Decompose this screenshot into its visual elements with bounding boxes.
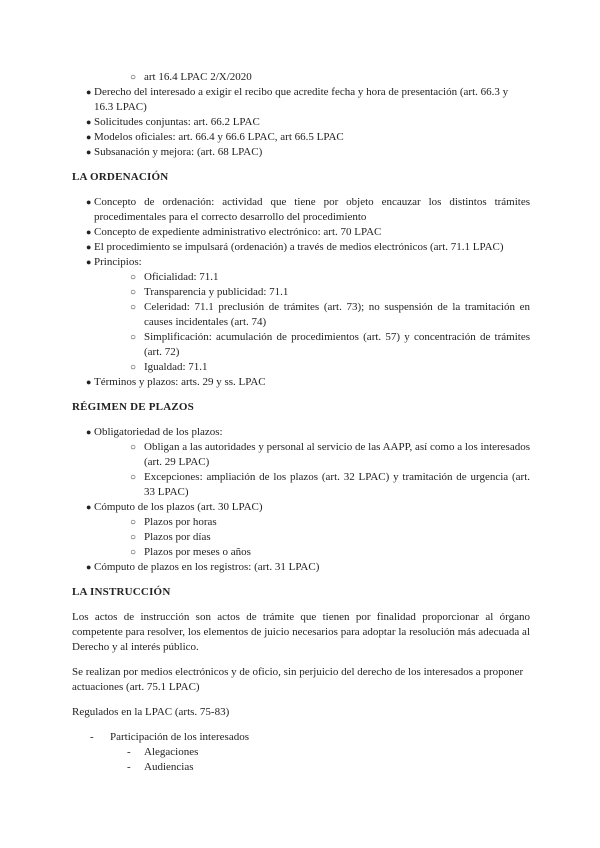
list-item: ● Cómputo de plazos en los registros: (art. 31 LPAC): [86, 561, 320, 573]
bullet-icon: ●: [86, 562, 92, 572]
circle-bullet-icon: ○: [130, 272, 137, 283]
paragraph: Regulados en la LPAC (arts. 75-83): [72, 706, 230, 718]
circle-bullet-icon: ○: [130, 547, 137, 558]
plazos-list: [72, 425, 530, 575]
list-item: ● Concepto de ordenación: actividad que tiene por objeto encauzar los distintos trámites procedimentales para el correcto desarrollo del procedimiento: [86, 196, 530, 223]
list-item: ○ Transparencia y publicidad: 71.1: [130, 286, 289, 298]
bullet-icon: ●: [86, 227, 92, 237]
circle-bullet-icon: ○: [130, 442, 137, 453]
list-item: - Participación de los interesados: [90, 731, 249, 743]
document-content: [72, 70, 530, 775]
bullet-icon: ●: [86, 87, 92, 97]
bullet-icon: ●: [86, 257, 92, 267]
bullet-icon: ●: [86, 197, 92, 207]
section-heading-instruccion: LA INSTRUCCIÓN: [72, 586, 171, 598]
circle-bullet-icon: ○: [130, 287, 137, 298]
circle-bullet-icon: ○: [130, 72, 137, 83]
list-item: ● Cómputo de los plazos (art. 30 LPAC): [86, 501, 263, 513]
circle-bullet-icon: ○: [130, 517, 137, 528]
paragraph: Se realizan por medios electrónicos y de oficio, sin perjuicio del derecho de los interesados a proponer actuaciones (art. 75.1 LPAC): [72, 666, 524, 693]
section-heading-plazos: RÉGIMEN DE PLAZOS: [72, 401, 194, 413]
bullet-icon: ●: [86, 132, 92, 142]
list-item: ● Derecho del interesado a exigir el recibo que acredite fecha y hora de presentación (art. 66.3 y 16.3 LPAC): [86, 86, 509, 113]
list-item: ○ Obligan a las autoridades y personal al servicio de las AAPP, así como a los interesados (art. 29 LPAC): [130, 441, 530, 468]
instruccion-list: [72, 730, 530, 775]
list-item: ● Obligatoriedad de los plazos:: [86, 426, 223, 438]
list-item: ○ Simplificación: acumulación de procedimientos (art. 57) y concentración de trámites (art. 72): [130, 331, 530, 358]
list-item: ● Subsanación y mejora: (art. 68 LPAC): [86, 146, 263, 158]
circle-bullet-icon: ○: [130, 362, 137, 373]
list-item: ○ Celeridad: 71.1 preclusión de trámites (art. 73); no suspensión de la tramitación en causes incidentales (art. 74): [130, 301, 530, 328]
bullet-icon: ●: [86, 117, 92, 127]
ordenacion-list: [72, 195, 530, 390]
list-item: ● El procedimiento se impulsará (ordenación) a través de medios electrónicos (art. 71.1 LPAC): [86, 241, 504, 253]
list-item: - Alegaciones: [127, 746, 199, 758]
list-item: ○ Plazos por horas: [130, 516, 217, 528]
circle-bullet-icon: ○: [130, 472, 137, 483]
list-item: ○ Plazos por días: [130, 531, 211, 543]
list-item: ● Términos y plazos: arts. 29 y ss. LPAC: [86, 376, 266, 388]
dash-bullet-icon: -: [90, 731, 94, 743]
list-item: ○ Plazos por meses o años: [130, 546, 251, 558]
list-item: ○ Oficialidad: 71.1: [130, 271, 219, 283]
bullet-icon: ●: [86, 147, 92, 157]
circle-bullet-icon: ○: [130, 332, 137, 343]
list-item: ● Concepto de expediente administrativo electrónico: art. 70 LPAC: [86, 226, 382, 238]
list-item: - Audiencias: [127, 761, 194, 773]
list-item: ○ Excepciones: ampliación de los plazos (art. 32 LPAC) y tramitación de urgencia (art. 33 LPAC): [130, 471, 530, 498]
list-item: ● Solicitudes conjuntas: art. 66.2 LPAC: [86, 116, 260, 128]
section-heading-ordenacion: LA ORDENACIÓN: [72, 171, 169, 183]
bullet-icon: ●: [86, 242, 92, 252]
list-item: ● Modelos oficiales: art. 66.4 y 66.6 LPAC, art 66.5 LPAC: [86, 131, 344, 143]
paragraph: Los actos de instrucción son actos de trámite que tienen por finalidad proporcionar al órgano competente para resolver, los elementos de juicio necesarios para adoptar la resolución más adecuada al Derecho y al interés público.: [72, 611, 530, 653]
dash-bullet-icon: -: [127, 761, 131, 773]
list-item: ● Principios:: [86, 256, 142, 268]
list-item: ○ art 16.4 LPAC 2/X/2020: [130, 71, 252, 83]
circle-bullet-icon: ○: [130, 532, 137, 543]
circle-bullet-icon: ○: [130, 302, 137, 313]
bullet-icon: ●: [86, 377, 92, 387]
top-list: [72, 70, 530, 160]
bullet-icon: ●: [86, 502, 92, 512]
list-item: ○ Igualdad: 71.1: [130, 361, 208, 373]
dash-bullet-icon: -: [127, 746, 131, 758]
bullet-icon: ●: [86, 427, 92, 437]
